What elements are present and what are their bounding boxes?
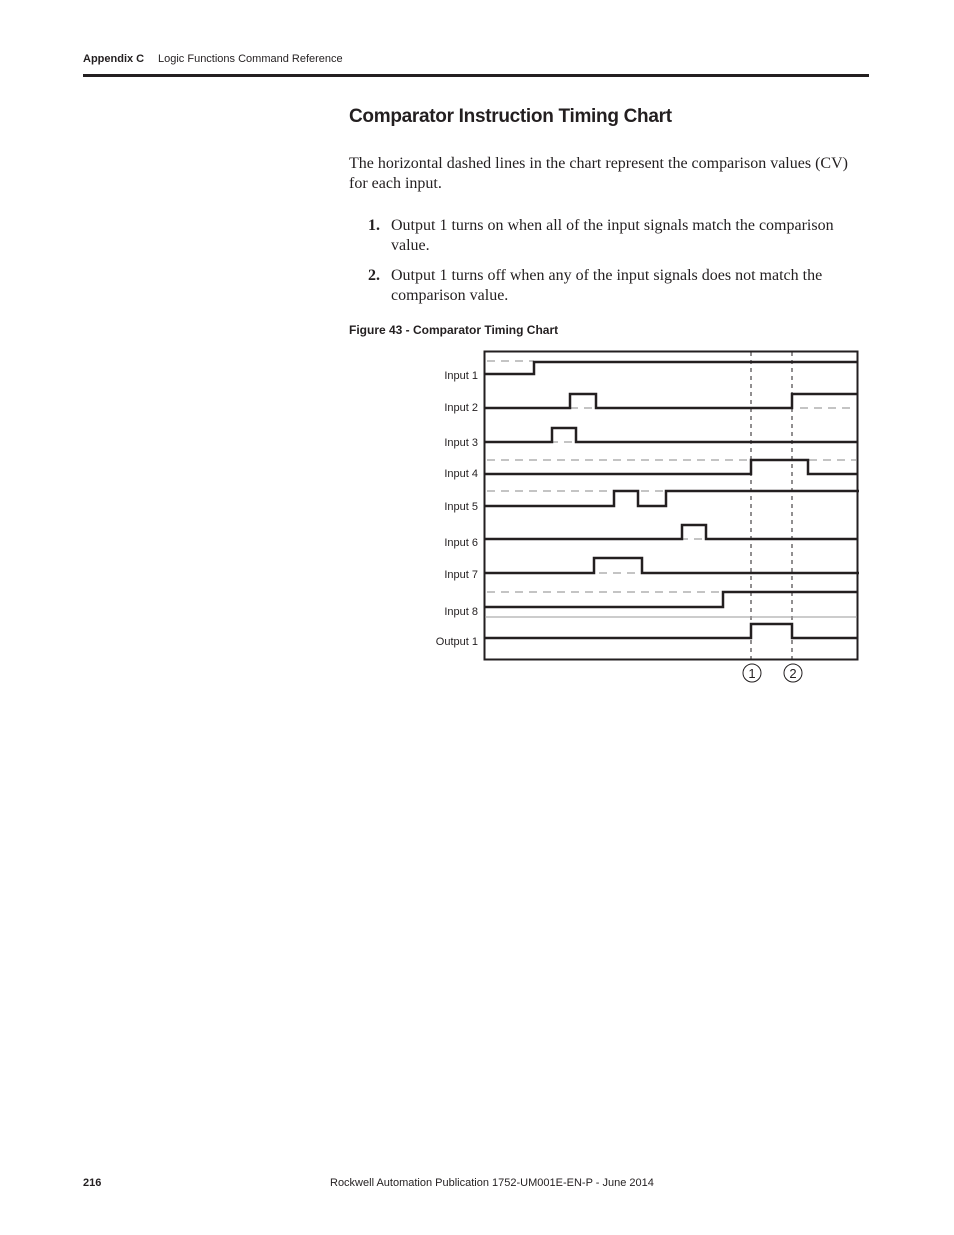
intro-paragraph: The horizontal dashed lines in the chart represent the comparison values (CV) for each input. [349, 155, 848, 192]
waveform-input-4 [485, 460, 857, 474]
step-1-number: 1. [368, 217, 380, 234]
waveform-input-7 [485, 558, 859, 573]
signal-label-output-1: Output 1 [435, 636, 478, 648]
step-2-text: Output 1 turns off when any of the input signals does not match the comparison value. [391, 267, 823, 304]
marker-callout-2 [784, 664, 802, 682]
waveform-input-5 [485, 491, 859, 506]
marker-number-2: 2 [789, 666, 797, 681]
waveform-input-6 [485, 525, 857, 539]
signal-label-input-2: Input 2 [444, 402, 478, 414]
waveform-input-1 [485, 362, 857, 374]
figure-caption: Figure 43 - Comparator Timing Chart [349, 323, 559, 337]
marker-number-1: 1 [748, 666, 756, 681]
waveform-input-2 [485, 394, 857, 408]
waveform-output-1 [485, 624, 857, 638]
header-appendix: Appendix C [83, 53, 145, 65]
step-1-text: Output 1 turns on when all of the input signals match the comparison value. [391, 217, 834, 254]
signal-label-input-7: Input 7 [444, 569, 478, 581]
signal-label-input-1: Input 1 [444, 370, 478, 382]
signal-label-input-6: Input 6 [444, 537, 478, 549]
publication-info: Rockwell Automation Publication 1752-UM001E-EN-P - June 2014 [330, 1177, 654, 1189]
signal-label-input-4: Input 4 [444, 468, 478, 480]
marker-callout-1 [743, 664, 761, 682]
step-2-number: 2. [368, 267, 380, 284]
header-section: Logic Functions Command Reference [158, 53, 343, 65]
section-title: Comparator Instruction Timing Chart [349, 106, 672, 127]
page-number: 216 [83, 1177, 102, 1189]
signal-label-input-8: Input 8 [444, 606, 478, 618]
waveform-input-8 [485, 592, 857, 607]
waveform-input-3 [485, 428, 857, 442]
signal-label-input-3: Input 3 [444, 437, 478, 449]
signal-label-input-5: Input 5 [444, 501, 478, 513]
